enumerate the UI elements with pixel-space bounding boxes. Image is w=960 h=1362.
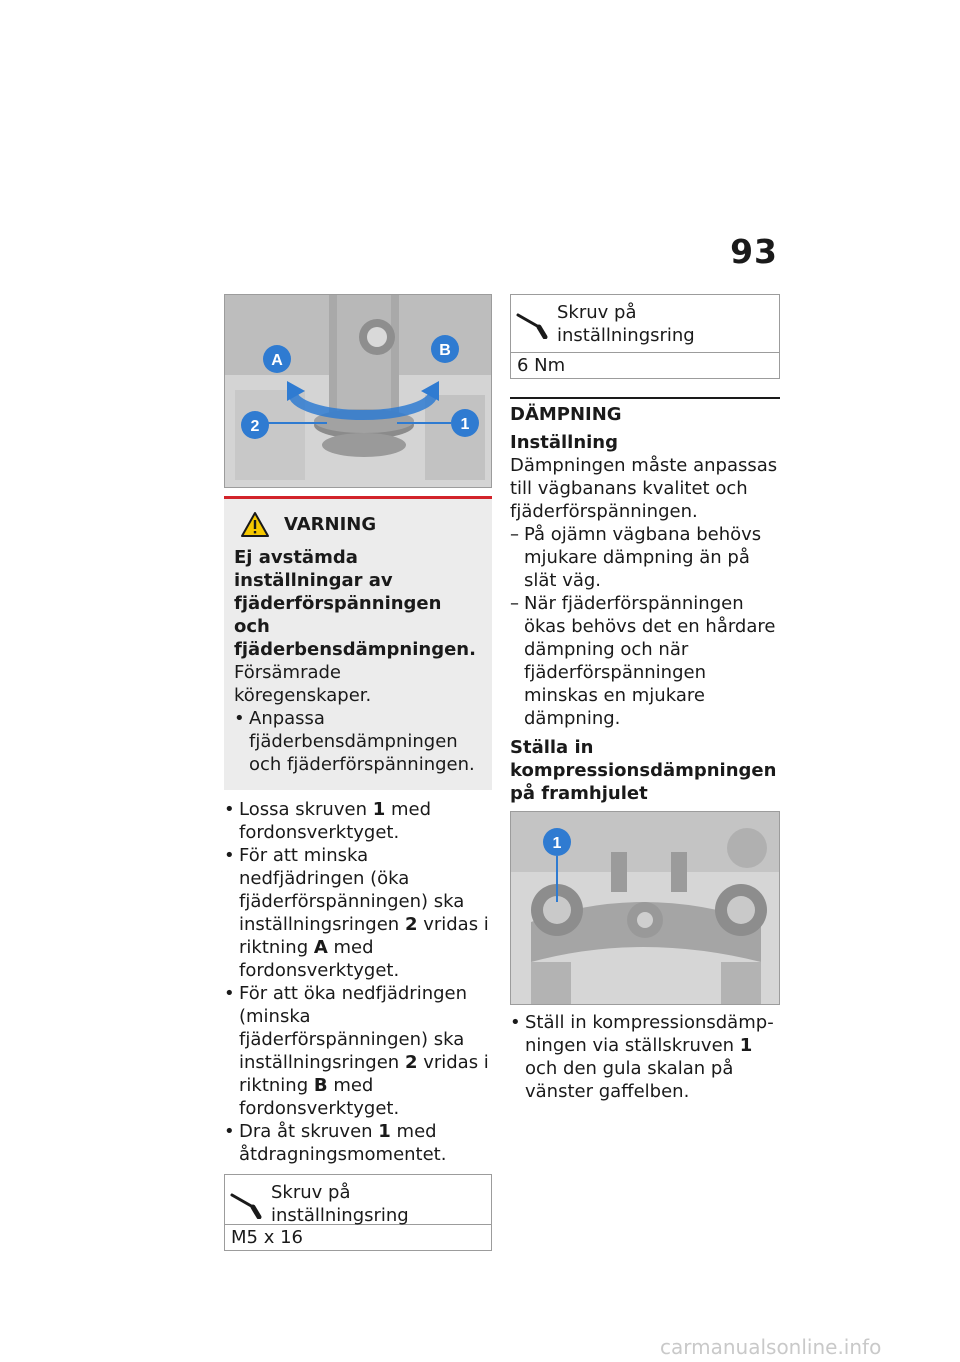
step-item: • För att öka nedfjädringen (minska fjäderförspänningen) ska inställningsringen 2 vridas i riktning B med fordonsverktyget. bbox=[224, 982, 492, 1120]
shock-absorber-illustration bbox=[225, 295, 491, 487]
warning-consequence: Försämrade köregenskaper. bbox=[234, 662, 372, 706]
torque-wrench-icon bbox=[229, 1185, 265, 1219]
callout-b: B bbox=[439, 342, 451, 359]
compression-steps bbox=[510, 1011, 780, 1103]
left-column bbox=[224, 294, 492, 1251]
warning-bullets bbox=[234, 707, 480, 776]
section-heading: DÄMPNING bbox=[510, 397, 780, 427]
spec-header bbox=[225, 1175, 491, 1224]
step-item: • Lossa skruven 1 med fordonsverktyget. bbox=[224, 798, 492, 844]
torque-spec-left bbox=[224, 1174, 492, 1251]
warning-header bbox=[230, 511, 480, 538]
warning-title: VARNING bbox=[284, 514, 377, 535]
right-column bbox=[510, 294, 780, 1103]
spec-value: M5 x 16 bbox=[225, 1224, 491, 1250]
spec-value: 6 Nm bbox=[511, 352, 779, 378]
dash-item: – På ojämn vägbana behövs mjukare dämpning än på slät väg. bbox=[510, 523, 780, 592]
warning-box bbox=[224, 496, 492, 790]
damping-dash-list bbox=[510, 523, 780, 730]
callout-1: 1 bbox=[460, 416, 470, 433]
preload-steps bbox=[224, 798, 492, 1166]
dash-item: – När fjäderförspänningen ökas behövs det en hårdare dämpning och när fjäderförspänningen minskas en mjukare dämpning. bbox=[510, 592, 780, 730]
subheading: Inställning bbox=[510, 432, 618, 453]
step-item: • Ställ in kompressionsdämpningen via ställskruven 1 och den gula skalan på vänster gaffelben. bbox=[510, 1011, 780, 1103]
compression-figure bbox=[510, 811, 780, 1005]
warning-hazard: Ej avstämda inställningar av fjäderförspänningen och fjäderbensdämpningen. bbox=[234, 547, 476, 660]
spring-preload-figure bbox=[224, 294, 492, 488]
damping-intro: Dämpningen måste anpassas till vägbanans kvalitet och fjäderförspänningen. bbox=[510, 455, 778, 522]
callout-2: 2 bbox=[250, 418, 260, 435]
spec-header bbox=[511, 295, 779, 352]
torque-wrench-icon bbox=[515, 305, 551, 339]
spec-label: Skruv på inställningsring bbox=[557, 302, 695, 346]
step-item: • Dra åt skruven 1 med åtdragningsmomentet. bbox=[224, 1120, 492, 1166]
torque-spec-right bbox=[510, 294, 780, 379]
fork-top-illustration bbox=[511, 812, 779, 1004]
watermark: carmanualsonline.info bbox=[660, 1335, 882, 1359]
callout-1: 1 bbox=[552, 835, 562, 852]
subheading-compression: Ställa in kompressionsdämpningen på framhjulet bbox=[510, 737, 777, 804]
spec-label: Skruv på inställningsring bbox=[271, 1182, 409, 1226]
warning-triangle-icon bbox=[240, 511, 270, 538]
step-item: • För att minska nedfjädringen (öka fjäderförspänningen) ska inställningsringen 2 vridas i riktning A med fordonsverktyget. bbox=[224, 844, 492, 982]
page-number: 93 bbox=[730, 232, 778, 271]
callout-a: A bbox=[271, 352, 283, 369]
warning-bullet: • Anpassa fjäderbensdämpningen och fjäderförspänningen. bbox=[234, 707, 480, 776]
